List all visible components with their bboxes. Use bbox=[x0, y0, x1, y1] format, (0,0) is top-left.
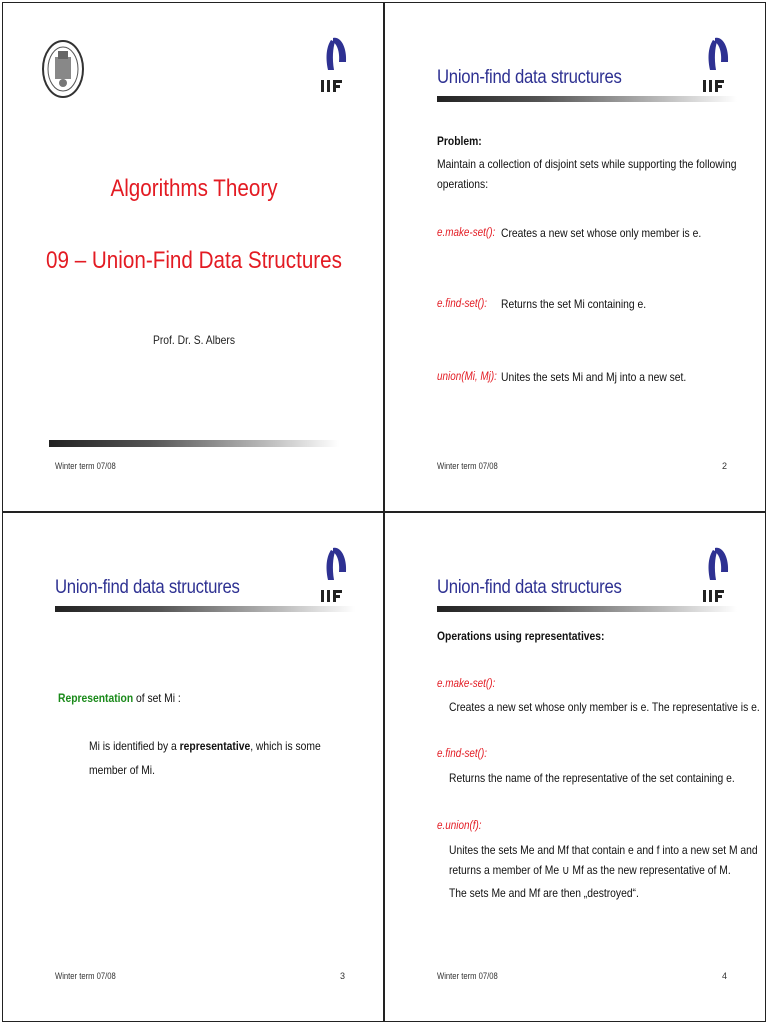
op-make-set: e.make-set(): bbox=[437, 678, 496, 690]
section-label: Operations using representatives: bbox=[437, 629, 605, 643]
page-number: 3 bbox=[339, 971, 345, 981]
iif-logo-icon bbox=[701, 36, 729, 96]
op-union: e.union(f): bbox=[437, 820, 482, 832]
op-make-set-desc: Creates a new set whose only member is e. bbox=[501, 226, 702, 240]
body-line1-start: Mi is identified by a bbox=[89, 739, 177, 753]
representation-line bbox=[58, 691, 181, 705]
title-divider bbox=[55, 606, 355, 612]
page-number: 4 bbox=[721, 971, 727, 981]
presentation-subtitle: 09 – Union-Find Data Structures bbox=[45, 247, 342, 274]
problem-label: Problem: bbox=[437, 134, 482, 148]
op-union-line-3: The sets Me and Mf are then „destroyed“. bbox=[449, 886, 639, 900]
footer-term: Winter term 07/08 bbox=[55, 461, 116, 471]
slide-title: Union-find data structures bbox=[437, 577, 622, 598]
title-divider bbox=[437, 96, 737, 102]
slide-3 bbox=[2, 512, 384, 1022]
representative-line-1 bbox=[89, 739, 321, 753]
problem-line-1: Maintain a collection of disjoint sets while supporting the following bbox=[437, 157, 737, 171]
university-seal-icon bbox=[41, 39, 85, 99]
footer-term: Winter term 07/08 bbox=[55, 971, 116, 981]
footer-term: Winter term 07/08 bbox=[437, 461, 498, 471]
slide-title: Union-find data structures bbox=[437, 67, 622, 88]
author: Prof. Dr. S. Albers bbox=[152, 333, 236, 347]
op-find-set: e.find-set(): bbox=[437, 748, 488, 760]
iif-logo-icon bbox=[701, 546, 729, 606]
op-make-set-desc: Creates a new set whose only member is e. The representative is e. bbox=[449, 700, 760, 714]
slide-2 bbox=[384, 2, 766, 512]
presentation-title: Algorithms Theory bbox=[110, 175, 278, 202]
iif-logo-icon bbox=[319, 546, 347, 606]
footer-term: Winter term 07/08 bbox=[437, 971, 498, 981]
footer-divider bbox=[49, 440, 339, 447]
representative-line-2: member of Mi. bbox=[89, 763, 155, 777]
op-union: union(Mi, Mj): bbox=[437, 371, 497, 383]
op-make-set: e.make-set(): bbox=[437, 227, 496, 239]
representation-label: Representation bbox=[58, 691, 134, 705]
body-line1-end: , which is some bbox=[250, 739, 321, 753]
op-find-set-desc: Returns the name of the representative of the set containing e. bbox=[449, 771, 735, 785]
slide-title: Union-find data structures bbox=[55, 577, 240, 598]
op-find-set-desc: Returns the set Mi containing e. bbox=[501, 297, 647, 311]
op-find-set: e.find-set(): bbox=[437, 298, 488, 310]
slide-1 bbox=[2, 2, 384, 512]
slide-4 bbox=[384, 512, 766, 1022]
representation-rest: of set Mi : bbox=[136, 691, 181, 705]
op-union-line-1: Unites the sets Me and Mf that contain e and f into a new set M and bbox=[449, 843, 758, 857]
title-divider bbox=[437, 606, 737, 612]
page-number: 2 bbox=[721, 461, 727, 471]
problem-line-2: operations: bbox=[437, 177, 489, 191]
op-union-desc: Unites the sets Mi and Mj into a new set. bbox=[501, 370, 687, 384]
representative-term: representative bbox=[179, 739, 251, 753]
iif-logo-icon bbox=[319, 36, 347, 96]
op-union-line-2: returns a member of Me ∪ Mf as the new representative of M. bbox=[449, 863, 731, 877]
